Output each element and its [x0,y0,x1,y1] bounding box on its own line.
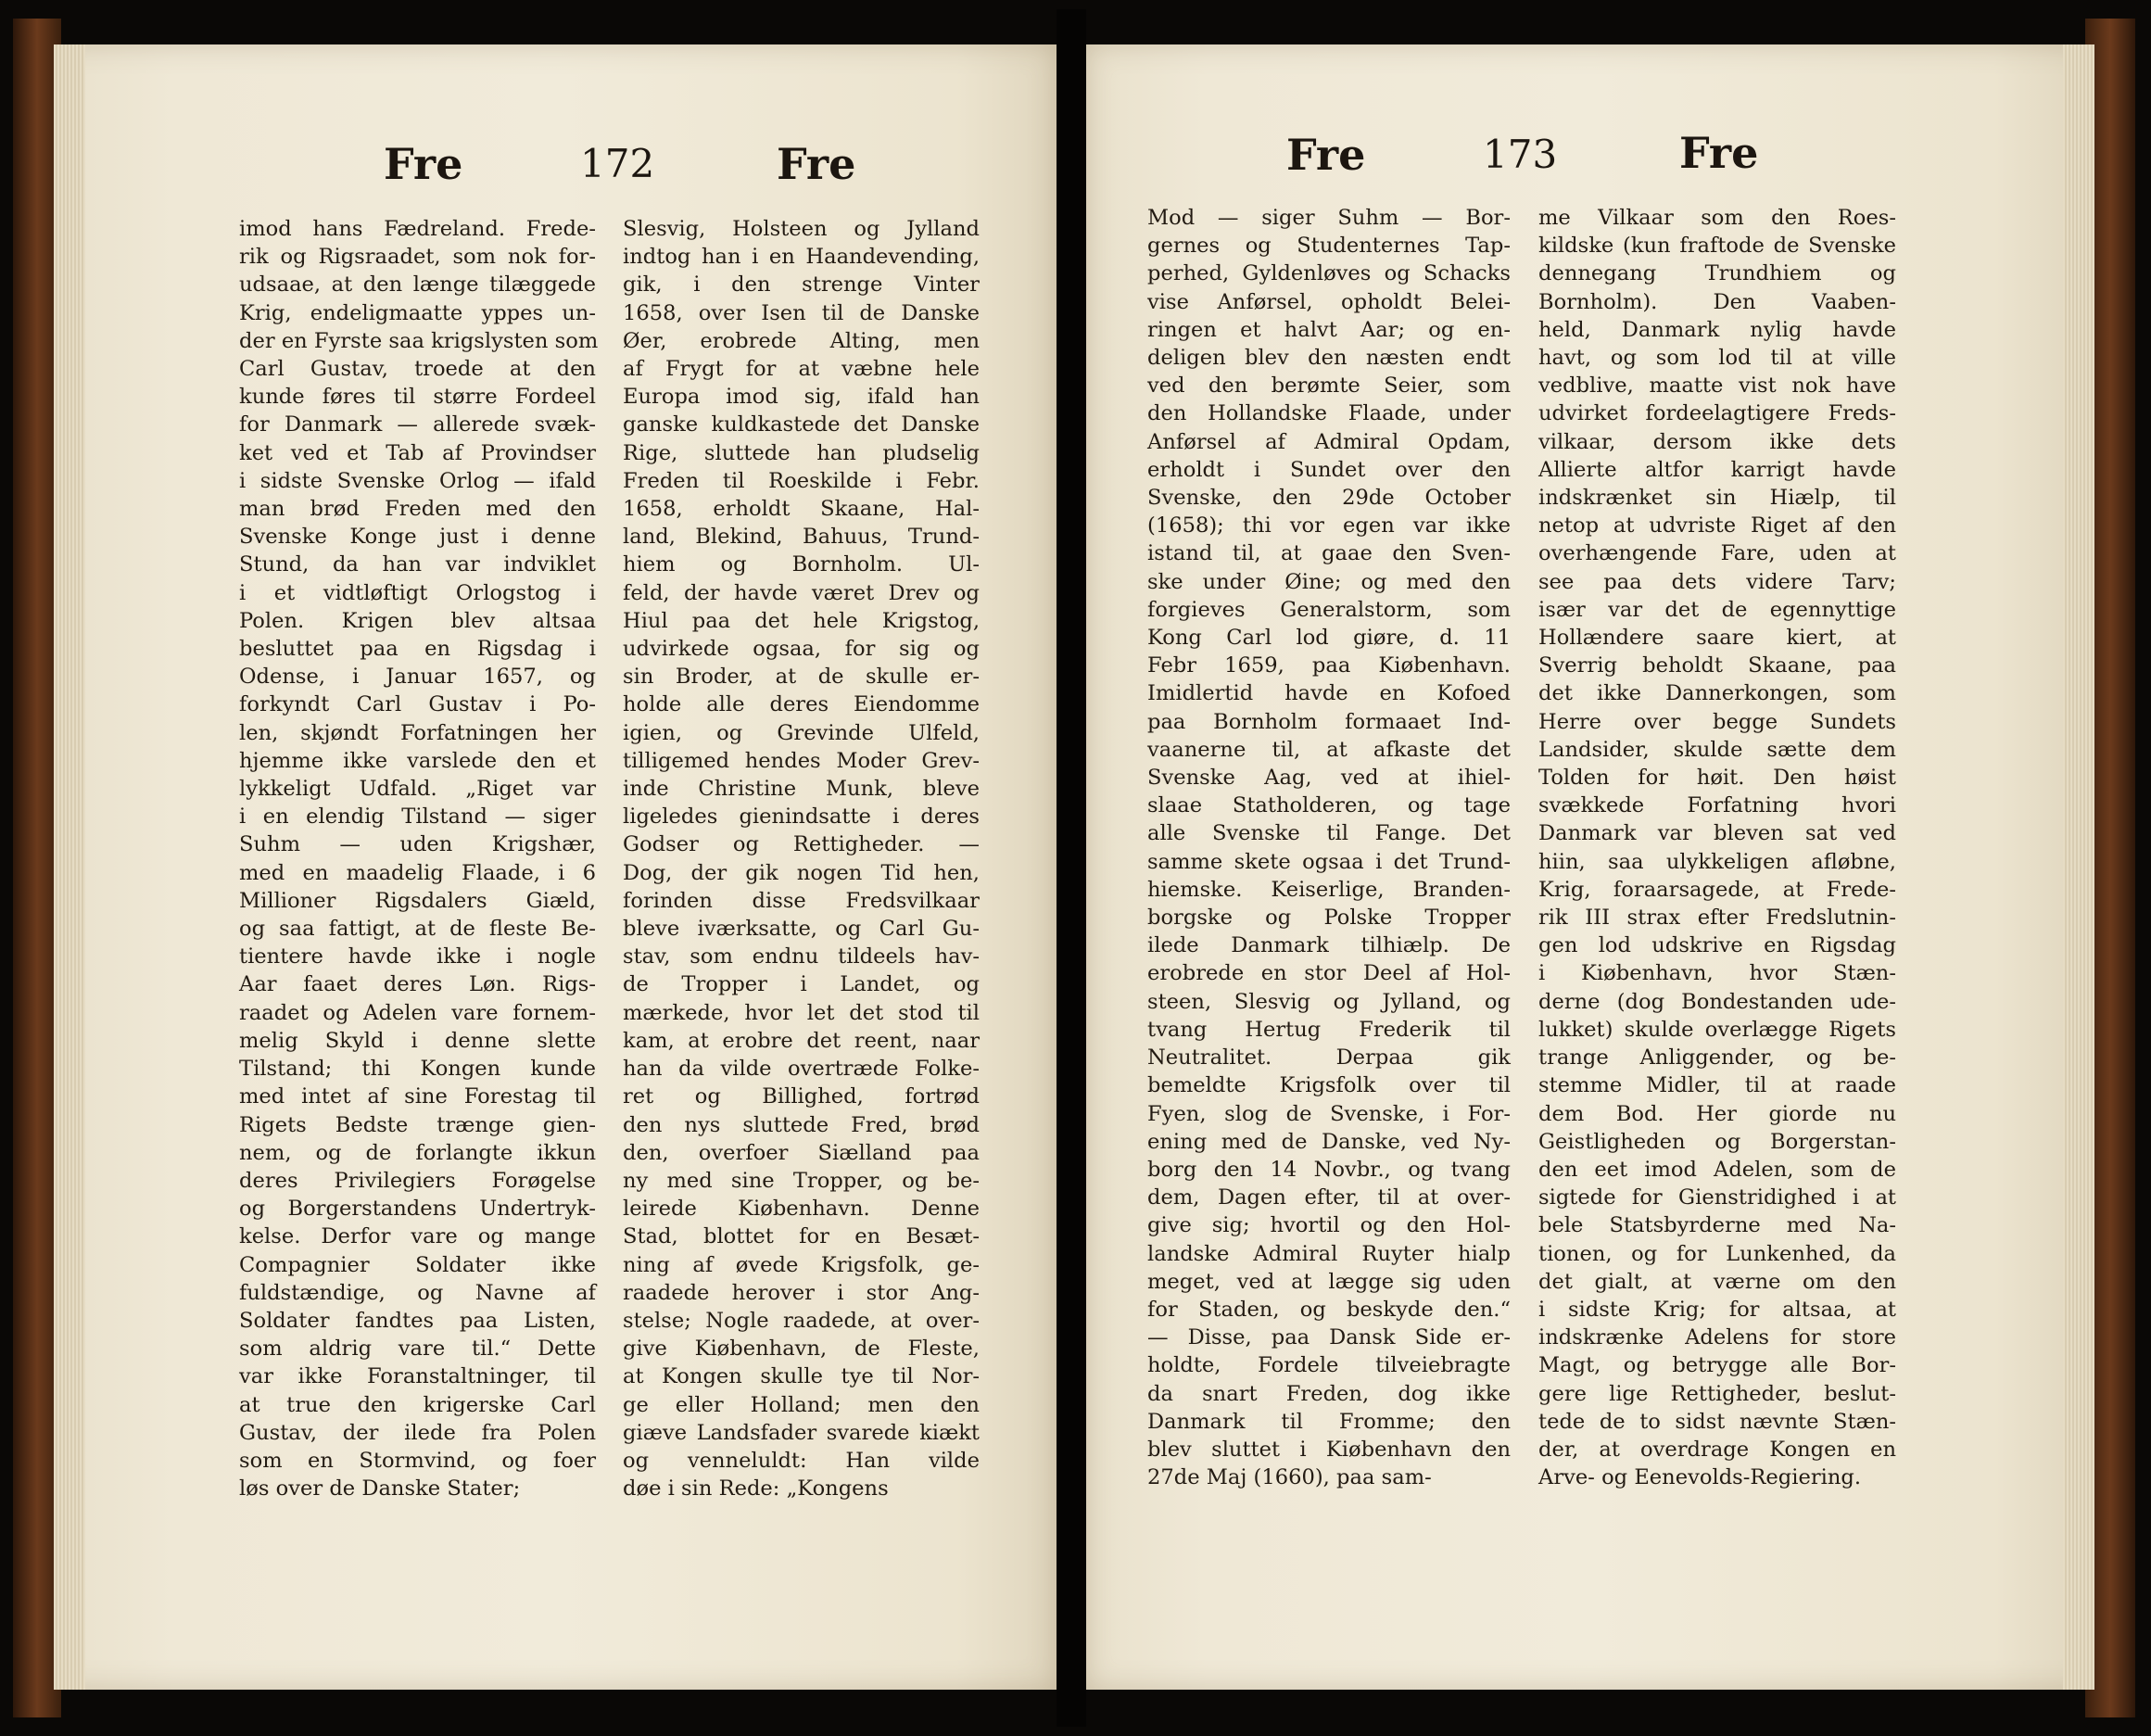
text-line: bleve iværksatte, og Carl Gu- [623,917,980,942]
text-line: ganske kuldkastede det Danske [623,412,980,437]
text-line: Fyen, slog de Svenske, i For- [1147,1101,1511,1126]
text-line: deres Privilegiers Forøgelse [239,1168,596,1193]
text-line: stav, som endnu tildeels hav- [623,944,980,969]
text-line: samme skete ogsaa i det Trund- [1147,849,1511,874]
text-line: var ikke Foranstaltninger, til [239,1364,596,1389]
text-line: stelse; Nogle raadede, at over- [623,1308,980,1333]
text-line: ske under Øine; og med den [1147,569,1511,594]
text-line: feld, der havde været Drev og [623,580,980,605]
text-line: Freden til Roeskilde i Febr. [623,468,980,493]
text-line: Godser og Rettigheder. — [623,832,980,857]
text-line: kildske (kun fraftode de Svenske [1538,234,1896,259]
text-line: ved den berømte Seier, som [1147,374,1511,399]
text-line: dem Bod. Her giorde nu [1538,1101,1896,1126]
text-line: held, Danmark nylig havde [1538,317,1896,342]
text-line: tvang Hertug Frederik til [1147,1017,1511,1042]
text-line: udvirket fordeelagtigere Freds- [1538,401,1896,426]
text-line: ringen et halvt Aar; og en- [1147,317,1511,342]
text-line: kam, at erobre det reent, naar [623,1028,980,1053]
text-line: at Kongen skulle tye til Nor- [623,1364,980,1389]
text-line: Magt, og betrygge alle Bor- [1538,1353,1896,1378]
text-line: holde alle deres Eiendomme [623,692,980,717]
text-line: og saa fattigt, at de fleste Be- [239,917,596,942]
right-page-number: 173 [1483,132,1558,177]
text-line: Svenske Konge just i denne [239,525,596,550]
text-line: det ikke Dannerkongen, som [1538,681,1896,706]
text-line: Rige, sluttede han pludselig [623,440,980,465]
text-line: fuldstændige, og Navne af [239,1280,596,1305]
text-line: trange Anliggender, og be- [1538,1045,1896,1071]
text-line: man brød Freden med den [239,497,596,522]
left-page-column-1 [239,215,599,1502]
text-line: sigtede for Gienstridighed i at [1538,1185,1896,1210]
text-line: Svenske, den 29de October [1147,486,1511,511]
left-header-right-word: Fre [777,139,856,189]
text-line: deligen blev den næsten endt [1147,346,1511,371]
text-line: Hiul paa det hele Krigstog, [623,608,980,633]
text-line: som en Stormvind, og foer [239,1448,596,1473]
text-line: udsaae, at den længe tilæggede [239,272,596,298]
text-line: kelse. Derfor vare og mange [239,1224,596,1249]
text-line: nem, og de forlangte ikkun [239,1140,596,1165]
text-line: Millioner Rigsdalers Giæld, [239,888,596,913]
text-line: ge eller Holland; men den [623,1392,980,1417]
text-line: indskrænket sin Hiælp, til [1538,486,1896,511]
text-line: den eet imod Adelen, som de [1538,1157,1896,1182]
text-line: bemeldte Krigsfolk over til [1147,1073,1511,1098]
text-line: tilligemed hendes Moder Grev- [623,748,980,773]
text-line: Kong Carl lod giøre, d. 11 [1147,626,1511,651]
text-line: med intet af sine Forestag til [239,1084,596,1109]
left-page-number: 172 [580,141,655,186]
text-line: rik og Rigsraadet, som nok for- [239,245,596,270]
text-line: Compagnier Soldater ikke [239,1252,596,1277]
text-line: erholdt i Sundet over den [1147,457,1511,482]
text-line: især var det de egennyttige [1538,597,1896,622]
text-line: dennegang Trundhiem og [1538,261,1896,286]
text-line: Carl Gustav, troede at den [239,357,596,382]
text-line: borgske og Polske Tropper [1147,906,1511,931]
text-line: raadede herover i stor Ang- [623,1280,980,1305]
text-line: blev sluttet i Kiøbenhavn den [1147,1437,1511,1462]
text-line: 1658, erholdt Skaane, Hal- [623,497,980,522]
text-line: Danmark til Fromme; den [1147,1409,1511,1434]
text-line: Allierte altfor karrigt havde [1538,457,1896,482]
text-line: den Hollandske Flaade, under [1147,401,1511,426]
text-line: holdte, Fordele tilveiebragte [1147,1353,1511,1378]
text-line: ny med sine Tropper, og be- [623,1168,980,1193]
text-line: vedblive, maatte vist nok have [1538,374,1896,399]
text-line: ening med de Danske, ved Ny- [1147,1129,1511,1154]
text-line: Europa imod sig, ifald han [623,385,980,410]
text-line: igien, og Grevinde Ulfeld, [623,720,980,745]
text-line: alle Svenske til Fange. Det [1147,821,1511,846]
text-line: i en elendig Tilstand — siger [239,805,596,830]
text-line: Mod — siger Suhm — Bor- [1147,206,1511,230]
text-line: løs over de Danske Stater; [239,1476,521,1502]
text-line: ligeledes gienindsatte i deres [623,805,980,830]
text-line: stemme Midler, til at raade [1538,1073,1896,1098]
text-line: der en Fyrste saa krigslysten som [239,328,599,353]
text-line: i sidste Svenske Orlog — ifald [239,468,596,493]
text-line: erobrede en stor Deel af Hol- [1147,961,1511,986]
text-line: i et vidtløftigt Orlogstog i [239,580,596,605]
left-page-column-2 [623,215,980,1502]
text-line: give sig; hvortil og den Hol- [1147,1213,1511,1238]
text-line: lykkeligt Udfald. „Riget var [239,777,596,802]
text-line: 1658, over Isen til de Danske [623,300,980,325]
right-header-right-word: Fre [1679,128,1759,178]
right-page-column-2 [1538,204,1896,1491]
right-page-column-1 [1147,204,1511,1491]
text-line: Aar faaet deres Løn. Rigs- [239,972,596,997]
text-line: Dog, der gik nogen Tid hen, [623,860,980,885]
text-line: gen lod udskrive en Rigsdag [1538,933,1896,958]
text-line: med en maadelig Flaade, i 6 [239,860,596,885]
text-line: forkyndt Carl Gustav i Po- [239,692,596,717]
text-line: paa Bornholm formaaet Ind- [1147,709,1511,734]
text-line: den nys sluttede Fred, brød [623,1112,980,1137]
text-line: imod hans Fædreland. Frede- [239,217,596,241]
text-line: gere lige Rettigheder, beslut- [1538,1381,1896,1406]
text-line: for Danmark — allerede svæk- [239,412,596,437]
text-line: den, overfoer Siælland paa [623,1140,980,1165]
text-line: giæve Landsfader svarede kiækt [623,1420,980,1445]
text-line: Danmark var bleven sat ved [1538,821,1896,846]
text-line: for Staden, og beskyde den.“ [1147,1297,1511,1322]
text-line: og venneluldt: Han vilde [623,1448,980,1473]
text-line: Øer, erobrede Alting, men [623,328,980,353]
text-line: vise Anførsel, opholdt Belei- [1147,289,1511,314]
text-line: Soldater fandtes paa Listen, [239,1308,596,1333]
text-line: Polen. Krigen blev altsaa [239,608,596,633]
text-line: Arve- og Eenevolds-Regiering. [1538,1465,1862,1490]
text-line: hjemme ikke varslede den et [239,748,596,773]
text-line: istand til, at gaae den Sven- [1147,541,1511,566]
text-line: sin Broder, at de skulle er- [623,665,980,690]
text-line: Landsider, skulde sætte dem [1538,737,1896,762]
text-line: derne (dog Bondestanden ude- [1538,989,1896,1014]
right-page-edges [2063,44,2094,1690]
text-line: ket ved et Tab af Provindser [239,440,596,465]
text-line: Svenske Aag, ved at ihiel- [1147,766,1511,791]
text-line: det gialt, at værne om den [1538,1269,1896,1294]
text-line: Tolden for høit. Den høist [1538,766,1896,791]
text-line: give Kiøbenhavn, de Fleste, [623,1337,980,1362]
text-line: lukket) skulde overlægge Rigets [1538,1017,1896,1042]
text-line: raadet og Adelen vare fornem- [239,1000,596,1025]
text-line: Odense, i Januar 1657, og [239,665,596,690]
text-line: i sidste Krig; for altsaa, at [1538,1297,1896,1322]
text-line: forgieves Generalstorm, som [1147,597,1511,622]
text-line: steen, Slesvig og Jylland, og [1147,989,1511,1014]
text-line: og Borgerstandens Undertryk- [239,1197,596,1222]
text-line: forinden disse Fredsvilkaar [623,888,980,913]
text-line: vaanerne til, at afkaste det [1147,737,1511,762]
text-line: Suhm — uden Krigshær, [239,832,596,857]
text-line: tionen, og for Lunkenhed, da [1538,1241,1896,1266]
text-line: bele Statsbyrderne med Na- [1538,1213,1896,1238]
text-line: kunde føres til større Fordeel [239,385,596,410]
text-line: Hollændere saare kiert, at [1538,626,1896,651]
text-line: Febr 1659, paa Kiøbenhavn. [1147,653,1511,678]
text-line: svækkede Forfatning hvori [1538,793,1896,818]
text-line: Geistligheden og Borgerstan- [1538,1129,1896,1154]
text-line: Stund, da han var indviklet [239,552,596,577]
text-line: Rigets Bedste trænge gien- [239,1112,596,1137]
text-line: slaae Statholderen, og tage [1147,793,1511,818]
text-line: hiem og Bornholm. Ul- [623,552,980,577]
text-line: Herre over begge Sundets [1538,709,1896,734]
text-line: perhed, Gyldenløves og Schacks [1147,261,1511,286]
text-line: Anførsel af Admiral Opdam, [1147,429,1511,454]
text-line: me Vilkaar som den Roes- [1538,206,1896,230]
text-line: indtog han i en Haandevending, [623,245,980,270]
text-line: dem, Dagen efter, til at over- [1147,1185,1511,1210]
text-line: døe i sin Rede: „Kongens [623,1476,889,1502]
text-line: netop at udvriste Riget af den [1538,513,1896,539]
text-line: som aldrig vare til.“ Dette [239,1337,596,1362]
text-line: 27de Maj (1660), paa sam- [1147,1465,1432,1490]
text-line: gernes og Studenternes Tap- [1147,234,1511,259]
text-line: Sverrig beholdt Skaane, paa [1538,653,1896,678]
text-line: Stad, blottet for en Besæt- [623,1224,980,1249]
text-line: see paa dets videre Tarv; [1538,569,1896,594]
text-line: ning af øvede Krigsfolk, ge- [623,1252,980,1277]
left-header-left-word: Fre [384,139,463,189]
text-line: overhængende Fare, uden at [1538,541,1896,566]
text-line: af Frygt for at væbne hele [623,357,980,382]
text-line: (1658); thi vor egen var ikke [1147,513,1511,539]
text-line: Neutralitet. Derpaa gik [1147,1045,1511,1071]
text-line: Imidlertid havde en Kofoed [1147,681,1511,706]
text-line: at true den krigerske Carl [239,1392,596,1417]
left-page-edges [54,44,85,1690]
text-line: leirede Kiøbenhavn. Denne [623,1197,980,1222]
text-line: da snart Freden, dog ikke [1147,1381,1511,1406]
text-line: de Tropper i Landet, og [623,972,980,997]
book-gutter [1057,9,1086,1727]
text-line: besluttet paa en Rigsdag i [239,637,596,662]
text-line: len, skjøndt Forfatningen her [239,720,596,745]
text-line: landske Admiral Ruyter hialp [1147,1241,1511,1266]
text-line: hiemske. Keiserlige, Branden- [1147,877,1511,902]
text-line: melig Skyld i denne slette [239,1028,596,1053]
text-line: borg den 14 Novbr., og tvang [1147,1157,1511,1182]
text-line: Gustav, der ilede fra Polen [239,1420,596,1445]
text-line: mærkede, hvor let det stod til [623,1000,980,1025]
text-line: inde Christine Munk, bleve [623,777,980,802]
text-line: — Disse, paa Dansk Side er- [1147,1325,1511,1350]
text-line: tede de to sidst nævnte Stæn- [1538,1409,1896,1434]
text-line: havt, og som lod til at ville [1538,346,1896,371]
text-line: i Kiøbenhavn, hvor Stæn- [1538,961,1896,986]
text-line: ret og Billighed, fortrød [623,1084,980,1109]
text-line: hiin, saa ulykkeligen afløbne, [1538,849,1896,874]
text-line: Slesvig, Holsteen og Jylland [623,217,980,241]
text-line: ilede Danmark tilhiælp. De [1147,933,1511,958]
text-line: tientere havde ikke i nogle [239,944,596,969]
text-line: vilkaar, dersom ikke dets [1538,429,1896,454]
text-line: Krig, endeligmaatte yppes un- [239,300,596,325]
text-line: Bornholm). Den Vaaben- [1538,289,1896,314]
text-line: udvirkede ogsaa, for sig og [623,637,980,662]
text-line: gik, i den strenge Vinter [623,272,980,298]
text-line: indskrænke Adelens for store [1538,1325,1896,1350]
text-line: der, at overdrage Kongen en [1538,1437,1896,1462]
text-line: rik III strax efter Fredslutnin- [1538,906,1896,931]
right-header-left-word: Fre [1286,130,1366,180]
text-line: Tilstand; thi Kongen kunde [239,1057,596,1082]
text-line: land, Blekind, Bahuus, Trund- [623,525,980,550]
text-line: han da vilde overtræde Folke- [623,1057,980,1082]
text-line: meget, ved at lægge sig uden [1147,1269,1511,1294]
text-line: Krig, foraarsagede, at Frede- [1538,877,1896,902]
